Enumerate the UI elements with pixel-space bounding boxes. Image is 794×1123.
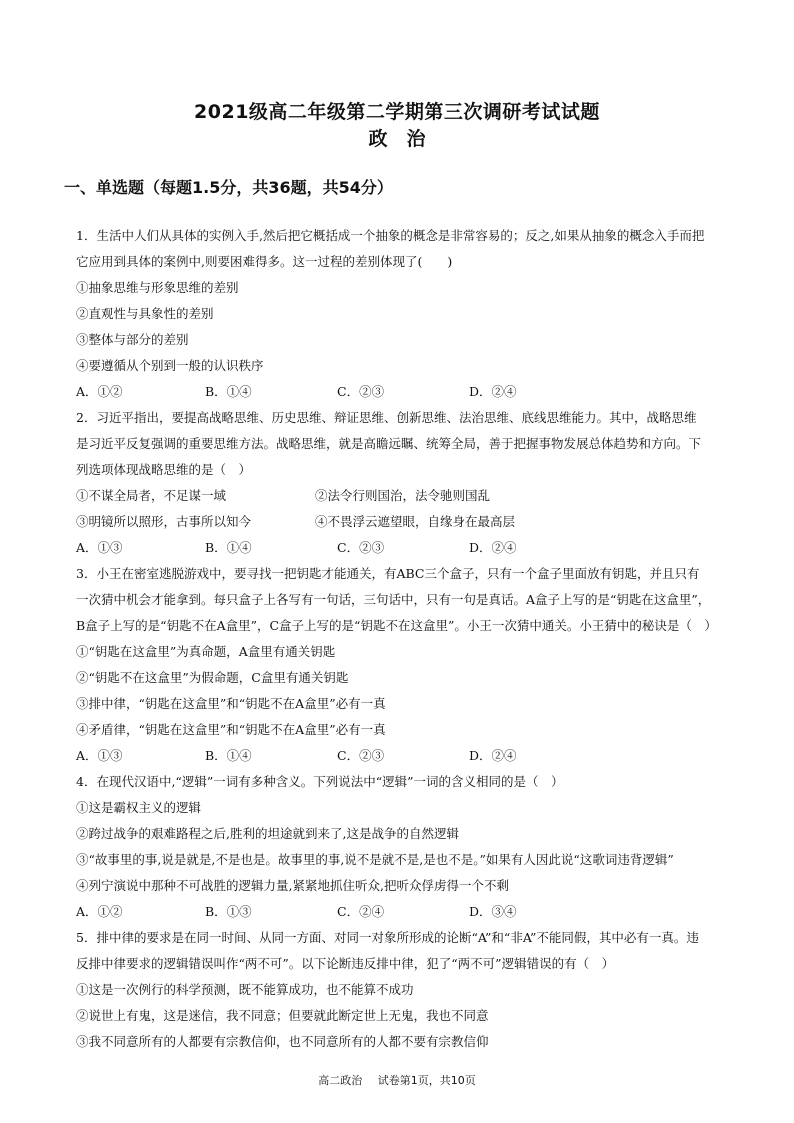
- q2-statement-3: ③明镜所以照形，古事所以知今: [76, 514, 252, 529]
- page-footer: [0, 1072, 794, 1088]
- q1-option-c: C．②③: [337, 384, 385, 399]
- q3-statement-4: ④矛盾律，“钥匙在这盒里”和“钥匙不在A盒里”必有一真: [76, 722, 386, 737]
- q3-option-b: B．①④: [205, 748, 252, 763]
- q2-statement-1: ①不谋全局者，不足谋一域: [76, 488, 227, 503]
- q3-stem-line2: 一次猜中机会才能拿到。每只盒子上各写有一句话，三句话中，只有一句是真话。A盒子上写的是“钥匙在这盒里”，: [76, 592, 711, 607]
- q3-option-d: D．②④: [469, 748, 517, 763]
- q5-stem-line1: 5．排中律的要求是在同一时间、从同一方面、对同一对象所形成的论断“A”和“非A”不能同假，其中必有一真。违: [76, 930, 699, 945]
- q5-stem-line2: 反排中律要求的逻辑错误叫作“两不可”。以下论断违反排中律，犯了“两不可”逻辑错误的有（ ）: [76, 956, 615, 971]
- q4-statement-4: ④列宁演说中那种不可战胜的逻辑力量,紧紧地抓住听众,把听众俘虏得一个不剩: [76, 878, 509, 893]
- subject-title: 政 治: [368, 128, 426, 150]
- q4-statement-3: ③“故事里的事,说是就是,不是也是。故事里的事,说不是就不是,是也不是。”如果有人因此说“这歌词违背逻辑”: [76, 852, 674, 867]
- q3-option-c: C．②③: [337, 748, 385, 763]
- exam-title: 2021级高二年级第二学期第三次调研考试试题: [194, 101, 600, 123]
- q2-statement-4: ④不畏浮云遮望眼，自缘身在最高层: [315, 514, 516, 529]
- q3-stem-line1: 3．小王在密室逃脱游戏中，要寻找一把钥匙才能通关，有ABC三个盒子，只有一个盒子里面放有钥匙，并且只有: [76, 566, 700, 581]
- q1-statement-2: ②直观性与具象性的差别: [76, 306, 214, 321]
- q3-statement-1: ①“钥匙在这盒里”为真命题，A盒里有通关钥匙: [76, 644, 336, 659]
- q1-stem-line2: 它应用到具体的案例中,则要困难得多。这一过程的差别体现了( ): [76, 254, 453, 269]
- q4-statement-1: ①这是霸权主义的逻辑: [76, 800, 202, 815]
- q5-statement-1: ①这是一次例行的科学预测，既不能算成功，也不能算不成功: [76, 982, 414, 997]
- section-heading: 一、单选题（每题1.5分，共36题，共54分）: [64, 178, 393, 197]
- q5-statement-3: ③我不同意所有的人都要有宗教信仰，也不同意所有的人都不要有宗教信仰: [76, 1034, 489, 1049]
- q1-option-d: D．②④: [469, 384, 517, 399]
- q4-statement-2: ②跨过战争的艰难路程之后,胜利的坦途就到来了,这是战争的自然逻辑: [76, 826, 459, 841]
- q4-option-a: A．①②: [76, 904, 123, 919]
- q3-statement-3: ③排中律，“钥匙在这盒里”和“钥匙不在A盒里”必有一真: [76, 696, 386, 711]
- q1-statement-4: ④要遵循从个别到一般的认识秩序: [76, 358, 264, 373]
- q1-statement-3: ③整体与部分的差别: [76, 332, 189, 347]
- q2-option-a: A．①③: [76, 540, 123, 555]
- q2-statement-2: ②法令行则国治，法令驰则国乱: [315, 488, 491, 503]
- q4-option-c: C．②④: [337, 904, 385, 919]
- q3-statement-2: ②“钥匙不在这盒里”为假命题，C盒里有通关钥匙: [76, 670, 349, 685]
- q1-statement-1: ①抽象思维与形象思维的差别: [76, 280, 239, 295]
- q5-statement-2: ②说世上有鬼，这是迷信，我不同意；但要就此断定世上无鬼，我也不同意: [76, 1008, 489, 1023]
- q1-option-a: A．①②: [76, 384, 123, 399]
- q3-option-a: A．①③: [76, 748, 123, 763]
- q2-stem-line3: 列选项体现战略思维的是（ ）: [76, 462, 252, 477]
- footer-subject: 高二政治: [318, 1074, 363, 1087]
- q2-stem-line2: 是习近平反复强调的重要思维方法。战略思维，就是高瞻远瞩、统筹全局，善于把握事物发展总体趋势和方向。下: [76, 436, 702, 451]
- q1-stem-line1: 1．生活中人们从具体的实例入手,然后把它概括成一个抽象的概念是非常容易的；反之,如果从抽象的概念入手而把: [76, 228, 705, 243]
- q2-stem-line1: 2．习近平指出，要提高战略思维、历史思维、辩证思维、创新思维、法治思维、底线思维能力。其中，战略思维: [76, 410, 697, 425]
- footer-page-number: 试卷第1页，共10页: [377, 1074, 476, 1087]
- q4-option-b: B．①③: [205, 904, 252, 919]
- q3-stem-line3: B盒子上写的是“钥匙不在A盒里”，C盒子上写的是“钥匙不在这盒里”。小王一次猜中通关。小王猜中的秘诀是（ ）: [76, 618, 717, 633]
- q2-option-b: B．①④: [205, 540, 252, 555]
- q2-option-c: C．②③: [337, 540, 385, 555]
- q1-option-b: B．①④: [205, 384, 252, 399]
- q2-option-d: D．②④: [469, 540, 517, 555]
- q4-option-d: D．③④: [469, 904, 517, 919]
- q4-stem-line1: 4．在现代汉语中,“逻辑”一词有多种含义。下列说法中“逻辑”一词的含义相同的是（ ）: [76, 774, 564, 789]
